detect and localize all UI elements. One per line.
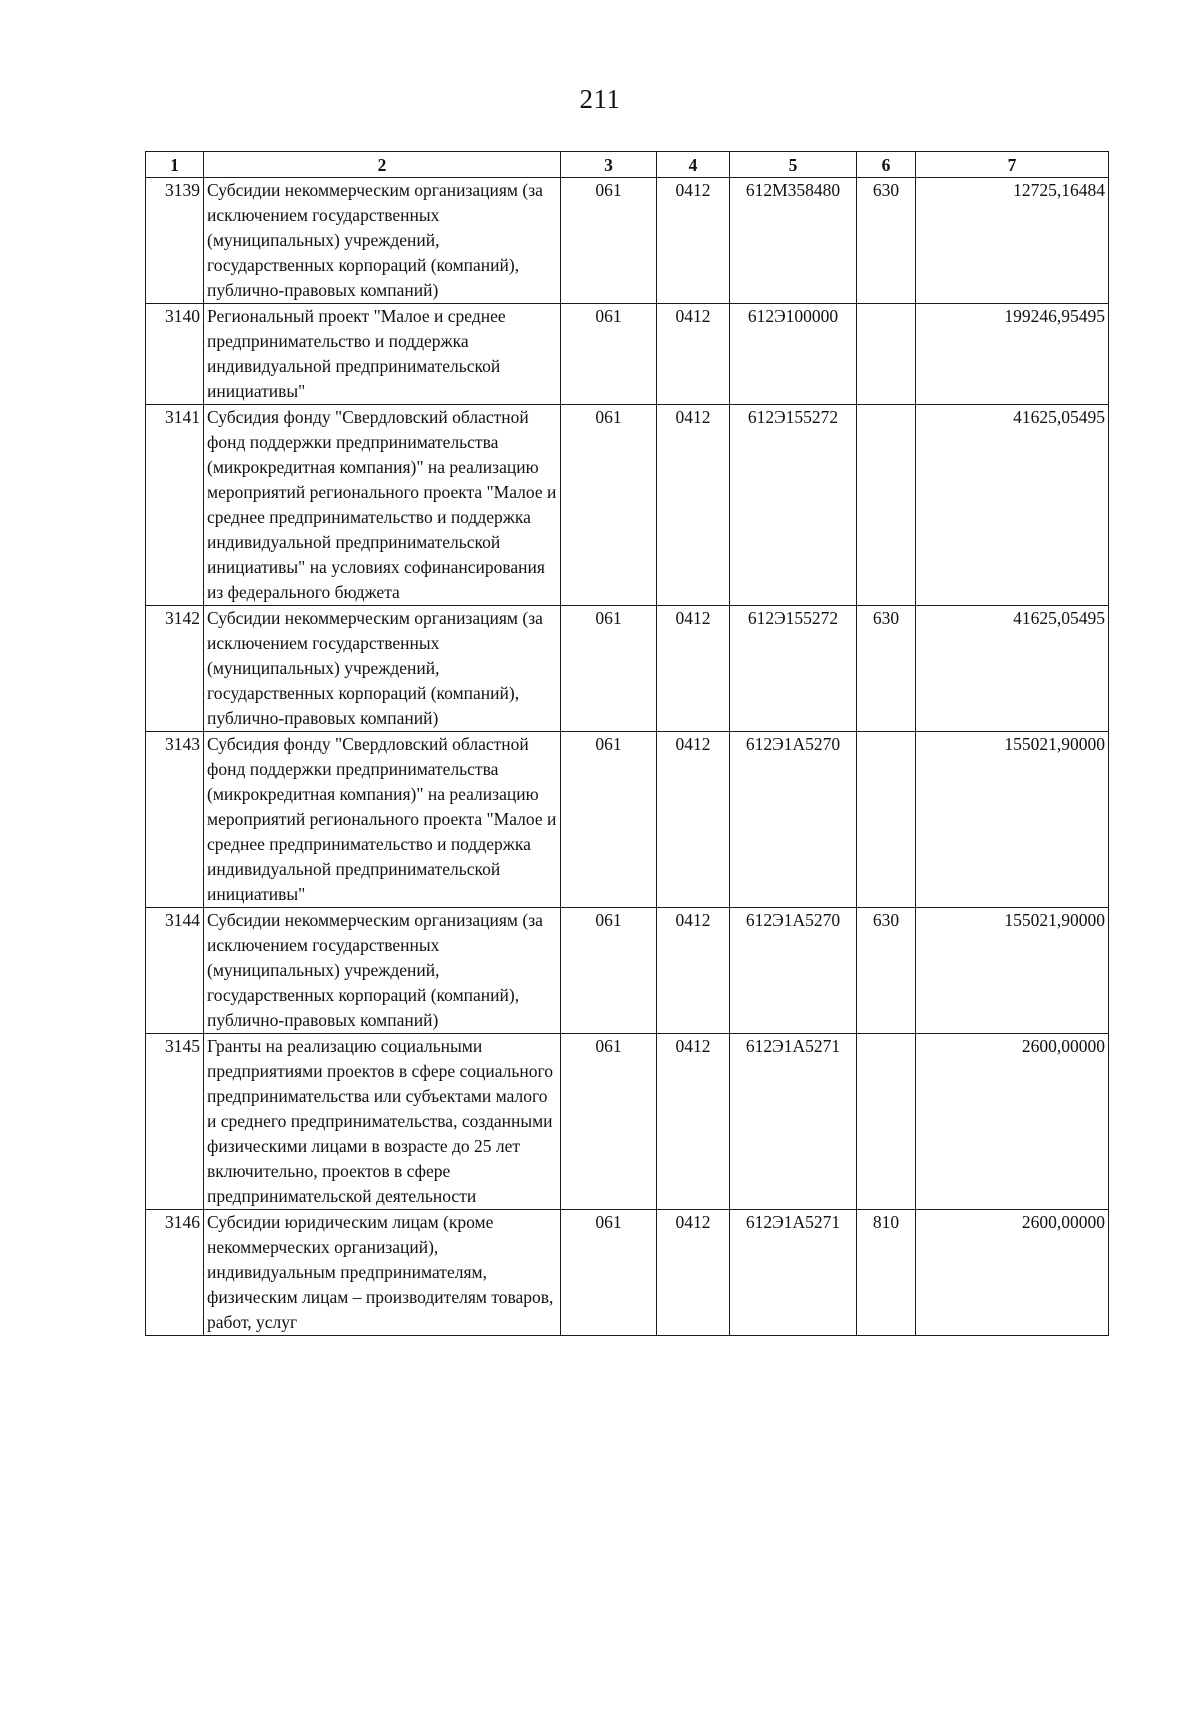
type-code: 630	[857, 908, 916, 1034]
admin-code: 061	[561, 304, 657, 405]
row-name: Региональный проект "Малое и среднее предпринимательство и поддержка индивидуальной предпринимательской инициативы"	[204, 304, 561, 405]
admin-code: 061	[561, 405, 657, 606]
budget-table	[145, 151, 1109, 1336]
column-header-3: 3	[561, 152, 657, 178]
target-code: 612Э100000	[730, 304, 857, 405]
target-code: 612Э1А5271	[730, 1210, 857, 1336]
column-header-1: 1	[146, 152, 204, 178]
table-header-row	[146, 152, 1109, 178]
amount: 12725,16484	[916, 178, 1109, 304]
row-name: Субсидия фонду "Свердловский областной фонд поддержки предпринимательства (микрокредитная компания)" на реализацию мероприятий регионального проекта "Малое и среднее предпринимательство и поддержка индивидуальной предпринимательской инициативы"	[204, 732, 561, 908]
type-code	[857, 304, 916, 405]
admin-code: 061	[561, 606, 657, 732]
amount: 41625,05495	[916, 405, 1109, 606]
type-code: 630	[857, 178, 916, 304]
admin-code: 061	[561, 178, 657, 304]
column-header-7: 7	[916, 152, 1109, 178]
admin-code: 061	[561, 1210, 657, 1336]
table-row	[146, 732, 1109, 908]
column-header-4: 4	[657, 152, 730, 178]
table-row	[146, 1034, 1109, 1210]
section-code: 0412	[657, 1210, 730, 1336]
column-header-5: 5	[730, 152, 857, 178]
section-code: 0412	[657, 908, 730, 1034]
table-row	[146, 606, 1109, 732]
row-number: 3143	[146, 732, 204, 908]
admin-code: 061	[561, 908, 657, 1034]
type-code: 810	[857, 1210, 916, 1336]
target-code: 612Э155272	[730, 405, 857, 606]
section-code: 0412	[657, 732, 730, 908]
amount: 2600,00000	[916, 1210, 1109, 1336]
row-name: Субсидии некоммерческим организациям (за исключением государственных (муниципальных) учреждений, государственных корпораций (компаний), публично-правовых компаний)	[204, 606, 561, 732]
target-code: 612Э1А5270	[730, 908, 857, 1034]
amount: 199246,95495	[916, 304, 1109, 405]
row-number: 3145	[146, 1034, 204, 1210]
table-row	[146, 1210, 1109, 1336]
type-code: 630	[857, 606, 916, 732]
amount: 155021,90000	[916, 732, 1109, 908]
target-code: 612Э1А5271	[730, 1034, 857, 1210]
row-name: Субсидии некоммерческим организациям (за исключением государственных (муниципальных) учреждений, государственных корпораций (компаний), публично-правовых компаний)	[204, 178, 561, 304]
admin-code: 061	[561, 1034, 657, 1210]
row-name: Субсидии некоммерческим организациям (за исключением государственных (муниципальных) учреждений, государственных корпораций (компаний), публично-правовых компаний)	[204, 908, 561, 1034]
column-header-2: 2	[204, 152, 561, 178]
section-code: 0412	[657, 405, 730, 606]
section-code: 0412	[657, 178, 730, 304]
row-name: Гранты на реализацию социальными предприятиями проектов в сфере социального предпринимательства или субъектами малого и среднего предпринимательства, созданными физическими лицами в возрасте до 25 лет включительно, проектов в сфере предпринимательской деятельности	[204, 1034, 561, 1210]
page-number: 211	[579, 84, 621, 114]
target-code: 612М358480	[730, 178, 857, 304]
type-code	[857, 732, 916, 908]
amount: 155021,90000	[916, 908, 1109, 1034]
section-code: 0412	[657, 304, 730, 405]
row-number: 3142	[146, 606, 204, 732]
amount: 41625,05495	[916, 606, 1109, 732]
section-code: 0412	[657, 1034, 730, 1210]
target-code: 612Э155272	[730, 606, 857, 732]
row-number: 3144	[146, 908, 204, 1034]
column-header-6: 6	[857, 152, 916, 178]
target-code: 612Э1А5270	[730, 732, 857, 908]
row-name: Субсидия фонду "Свердловский областной фонд поддержки предпринимательства (микрокредитная компания)" на реализацию мероприятий регионального проекта "Малое и среднее предпринимательство и поддержка индивидуальной предпринимательской инициативы" на условиях софинансирования из федерального бюджета	[204, 405, 561, 606]
type-code	[857, 1034, 916, 1210]
row-number: 3139	[146, 178, 204, 304]
type-code	[857, 405, 916, 606]
section-code: 0412	[657, 606, 730, 732]
table-row	[146, 405, 1109, 606]
row-number: 3140	[146, 304, 204, 405]
amount: 2600,00000	[916, 1034, 1109, 1210]
row-name: Субсидии юридическим лицам (кроме некоммерческих организаций), индивидуальным предпринимателям, физическим лицам – производителям товаров, работ, услуг	[204, 1210, 561, 1336]
table-row	[146, 178, 1109, 304]
admin-code: 061	[561, 732, 657, 908]
row-number: 3141	[146, 405, 204, 606]
table-row	[146, 908, 1109, 1034]
table-row	[146, 304, 1109, 405]
row-number: 3146	[146, 1210, 204, 1336]
